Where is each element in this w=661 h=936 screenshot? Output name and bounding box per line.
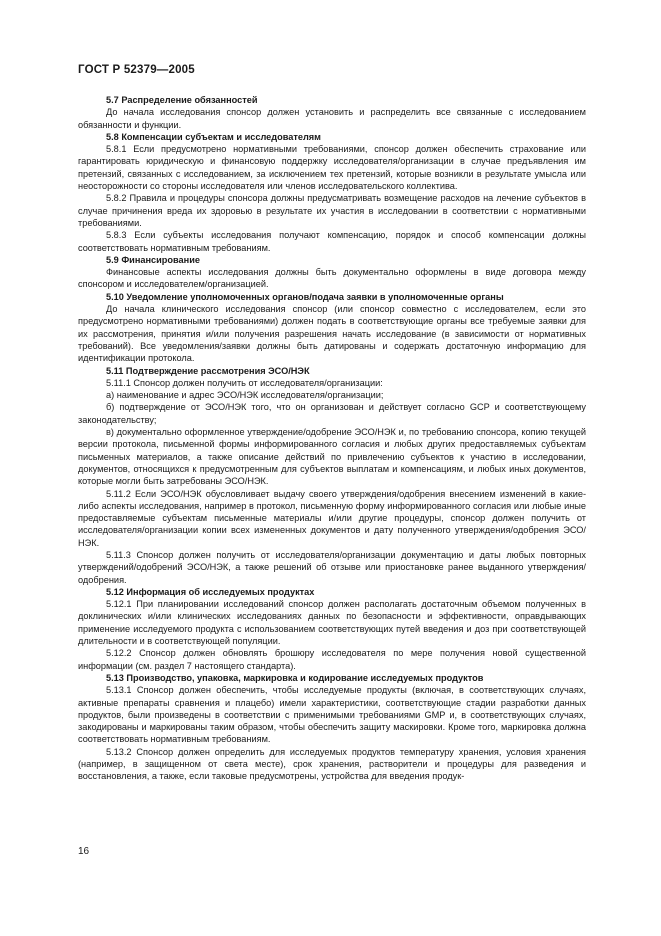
paragraph: 5.11.2 Если ЭСО/НЭК обусловливает выдачу своего утверждения/одобрения внесением изменений в какие-либо аспекты исследования, например в протокол, письменную форму информированного согласия или любые иные предоставляемые субъектам письменные материалы и/или другие процедуры, спонсор должен получить от исследователя/организации копии всех измененных документов и дату полученного утверждения/одобрения ЭСО/НЭК. <box>78 488 586 548</box>
section-heading: 5.10 Уведомление уполномоченных органов/подача заявки в уполномоченные органы <box>106 291 504 302</box>
document-body <box>78 94 586 783</box>
section-heading: 5.12 Информация об исследуемых продуктах <box>106 586 315 597</box>
document-header: ГОСТ Р 52379—2005 <box>78 64 195 76</box>
paragraph: 5.11.3 Спонсор должен получить от исследователя/организации документацию и даты любых повторных утверждений/одобрений ЭСО/НЭК, а также решений об отзыве или приостановке ранее выданного утверждения/одобрения. <box>78 549 586 585</box>
section-heading: 5.8 Компенсации субъектам и исследователям <box>106 131 321 142</box>
section-heading: 5.13 Производство, упаковка, маркировка и кодирование исследуемых продуктов <box>106 672 484 683</box>
paragraph: Финансовые аспекты исследования должны быть документально оформлены в виде договора между спонсором и исследователем/организацией. <box>78 267 586 290</box>
page-number: 16 <box>78 846 90 857</box>
paragraph: 5.13.1 Спонсор должен обеспечить, чтобы исследуемые продукты (включая, в соответствующих случаях, активные препараты сравнения и плацебо) имели характеристики, соответствующие стадии разработки данных продуктов, были произведены в соответствии с применимыми требованиями GMP и, в соответствующих случаях, закодированы и маркированы таким образом, чтобы обеспечить защиту маскировки. Кроме того, маркировка должна соответствовать нормативным требованиям. <box>78 685 586 745</box>
paragraph: 5.12.1 При планировании исследований спонсор должен располагать достаточным объемом полученных в доклинических и/или клинических исследованиях данных по безопасности и эффективности, оправдывающих применение исследуемого продукта с использованием соответствующих путей введения и доз при соответствующей длительности и в соответствующей популяции. <box>78 599 586 647</box>
paragraph: До начала клинического исследования спонсор (или спонсор совместно с исследователем, если это предусмотрено нормативными требованиями) должен подать в соответствующие органы все требуемые заявки для их рассмотрения, принятия и/или получения разрешения начать исследование (в зависимости от нормативных требований). Все уведомления/заявки должны быть датированы и содержать достаточную информацию для идентификации протокола. <box>78 304 586 364</box>
paragraph: 5.11.1 Спонсор должен получить от исследователя/организации: <box>106 377 383 388</box>
paragraph: б) подтверждение от ЭСО/НЭК того, что он организован и действует согласно GCP и соответствующему законодательству; <box>78 402 586 425</box>
paragraph: 5.8.2 Правила и процедуры спонсора должны предусматривать возмещение расходов на лечение субъектов в случае причинения вреда их здоровью в результате их участия в исследовании в соответствии с нормативными требованиями. <box>78 193 586 228</box>
section-heading: 5.7 Распределение обязанностей <box>106 95 258 105</box>
paragraph: в) документально оформленное утверждение/одобрение ЭСО/НЭК и, по требованию спонсора, копию текущей версии протокола, письменной формы информированного согласия и любых других предоставляемых субъектам письменных материалов, а также описание действий по привлечению субъектов к участию в исследовании, документов, относящихся к предусмотренным для субъектов выплатам и компенсациям, и любых иных документов, которые могли быть затребованы ЭСО/НЭК. <box>78 427 586 487</box>
section-heading: 5.11 Подтверждение рассмотрения ЭСО/НЭК <box>106 365 310 376</box>
section-heading: 5.9 Финансирование <box>106 254 200 265</box>
paragraph: 5.8.3 Если субъекты исследования получают компенсацию, порядок и способ компенсации должны соответствовать нормативным требованиям. <box>78 230 586 253</box>
paragraph: 5.13.2 Спонсор должен определить для исследуемых продуктов температуру хранения, условия хранения (например, в защищенном от света месте), срок хранения, растворители и процедуры для разведения и восстановления, а также, если таковые предусмотрены, устройства для введения продук- <box>78 746 586 782</box>
paragraph: До начала исследования спонсор должен установить и распределить все связанные с исследованием обязанности и функции. <box>78 107 586 130</box>
paragraph: 5.12.2 Спонсор должен обновлять брошюру исследователя по мере получения новой существенной информации (см. раздел 7 настоящего стандарта). <box>78 648 586 671</box>
paragraph: 5.8.1 Если предусмотрено нормативными требованиями, спонсор должен обеспечить страхование или гарантировать юридическую и финансовую поддержку исследователя/организации в случае предъявления им претензий, связанных с исследованием, за исключением тех претензий, которые возникли в результате умысла или неосторожности со стороны исследователя или членов исследовательского коллектива. <box>78 144 586 192</box>
paragraph: а) наименование и адрес ЭСО/НЭК исследователя/организации; <box>106 390 384 401</box>
